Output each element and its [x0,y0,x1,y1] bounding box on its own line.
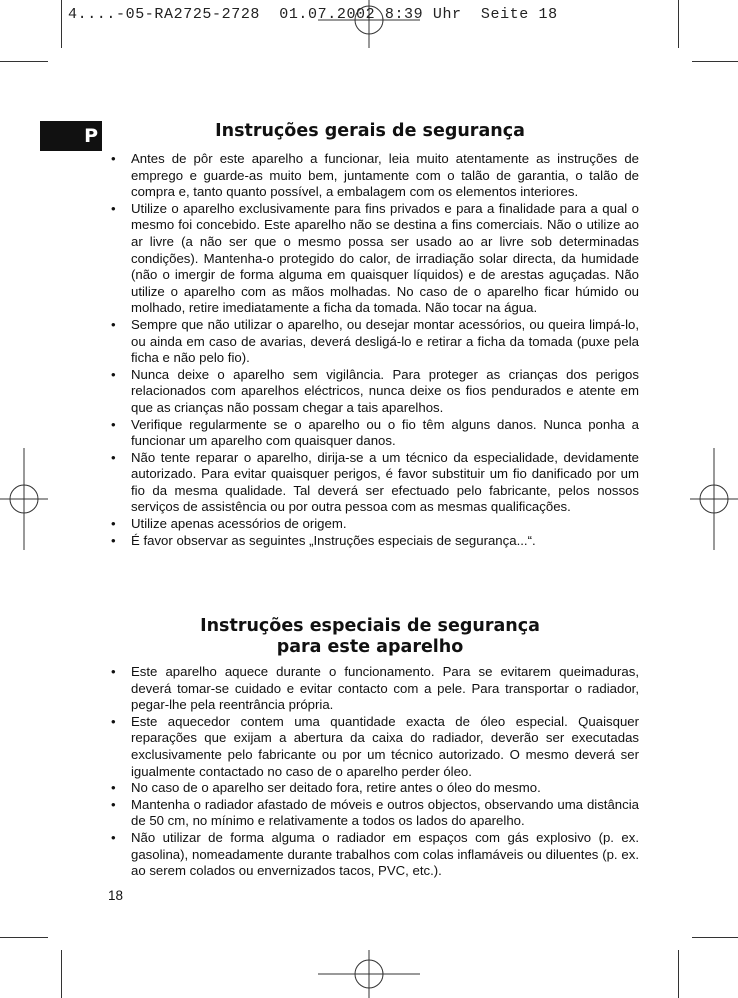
section-1-list [109,151,639,549]
page-number: 18 [108,888,124,903]
list-item: • Este aparelho aquece durante o funcionamento. Para se evitarem queimaduras, deverá tomar-se cuidado e evitar contacto com a pele. Para transportar o radiador, pegar-lhe pela reentrância própria. [109,664,639,714]
print-header: 4....-05-RA2725-2728 01.07.2002 8:39 Uhr Seite 18 [68,6,558,23]
list-item: • Antes de pôr este aparelho a funcionar, leia muito atentamente as instruções de emprego e guarde-as muito bem, juntamente com o talão de garantia, o talão de compra e, tanto quanto possível, a embalagem com os elementos interiores. [109,151,639,201]
crop-mark-bottom-right-v [678,950,679,998]
list-item: • É favor observar as seguintes „Instruções especiais de segurança...“. [109,533,639,550]
list-item: • Não tente reparar o aparelho, dirija-se a um técnico da especialidade, devidamente autorizado. Para evitar quaisquer perigos, é favor substituir um fio danificado por um fio da mesma qualidade. Tal deverá ser efectuado pelo fabricante, pelos nossos serviços de assistência ou por outra pessoa com as mesmas qualificações. [109,450,639,516]
section-1-title: Instruções gerais de segurança [215,121,525,141]
crop-mark-top-left-h [0,61,48,62]
crop-mark-bottom-left-v [61,950,62,998]
list-item: • Não utilizar de forma alguma o radiador em espaços com gás explosivo (p. ex. gasolina), nomeadamente durante trabalhos com colas inflamáveis ou diluentes (p. ex. ao serem colados ou envernizados tacos, PVC, etc.). [109,830,639,880]
registration-mark-right [690,448,738,550]
list-item: • Verifique regularmente se o aparelho ou o fio têm alguns danos. Nunca ponha a funcionar um aparelho com quaisquer danos. [109,417,639,450]
crop-mark-top-right-h [692,61,738,62]
list-item: • Mantenha o radiador afastado de móveis e outros objectos, observando uma distância de 50 cm, no mínimo e relativamente a todos os lados do aparelho. [109,797,639,830]
crop-mark-top-left-v [61,0,62,48]
section-2-title [110,616,630,658]
crop-mark-bottom-right-h [692,937,738,938]
list-item: • No caso de o aparelho ser deitado fora, retire antes o óleo do mesmo. [109,780,639,797]
section-2-title-line-2: para este aparelho [276,637,464,657]
list-item: • Utilize o aparelho exclusivamente para fins privados e para a finalidade para a qual o mesmo foi concebido. Este aparelho não se destina a fins comerciais. Não o utilize ao ar livre (a não ser que o mesmo possa ser usado ao ar livre sob determinadas condições). Mantenha-o protegido do calor, de irradiação solar directa, da humidade (não o imergir de forma alguma em quaisquer líquidos) e de arestas aguçadas. Não utilize o aparelho com as mãos molhadas. No caso de o aparelho ficar húmido ou molhado, retire imediatamente a ficha da tomada. Não tocar na água. [109,201,639,317]
crop-mark-top-right-v [678,0,679,48]
registration-mark-top [318,0,420,48]
language-tab: P [40,121,102,151]
list-item: • Nunca deixe o aparelho sem vigilância. Para proteger as crianças dos perigos relacionados com aparelhos eléctricos, nunca deixe os fios pendurados e atente em que as crianças não possam chegar a tais aparelhos. [109,367,639,417]
registration-mark-bottom [318,950,420,998]
list-item: • Sempre que não utilizar o aparelho, ou desejar montar acessórios, ou queira limpá-lo, ou ainda em caso de avarias, deverá desligá-lo e retirar a ficha da tomada (puxe pela ficha e não pelo fio). [109,317,639,367]
list-item: • Utilize apenas acessórios de origem. [109,516,639,533]
list-item: • Este aquecedor contem uma quantidade exacta de óleo especial. Quaisquer reparações que exijam a abertura da caixa do radiador, deverão ser executadas exclusivamente pelo fabricante ou por um técnico autorizado. O mesmo deverá ser igualmente contactado no caso de o aparelho perder óleo. [109,714,639,780]
section-2-list [109,664,639,880]
registration-mark-left [0,448,48,550]
section-2-title-line-1: Instruções especiais de segurança [200,616,540,636]
crop-mark-bottom-left-h [0,937,48,938]
